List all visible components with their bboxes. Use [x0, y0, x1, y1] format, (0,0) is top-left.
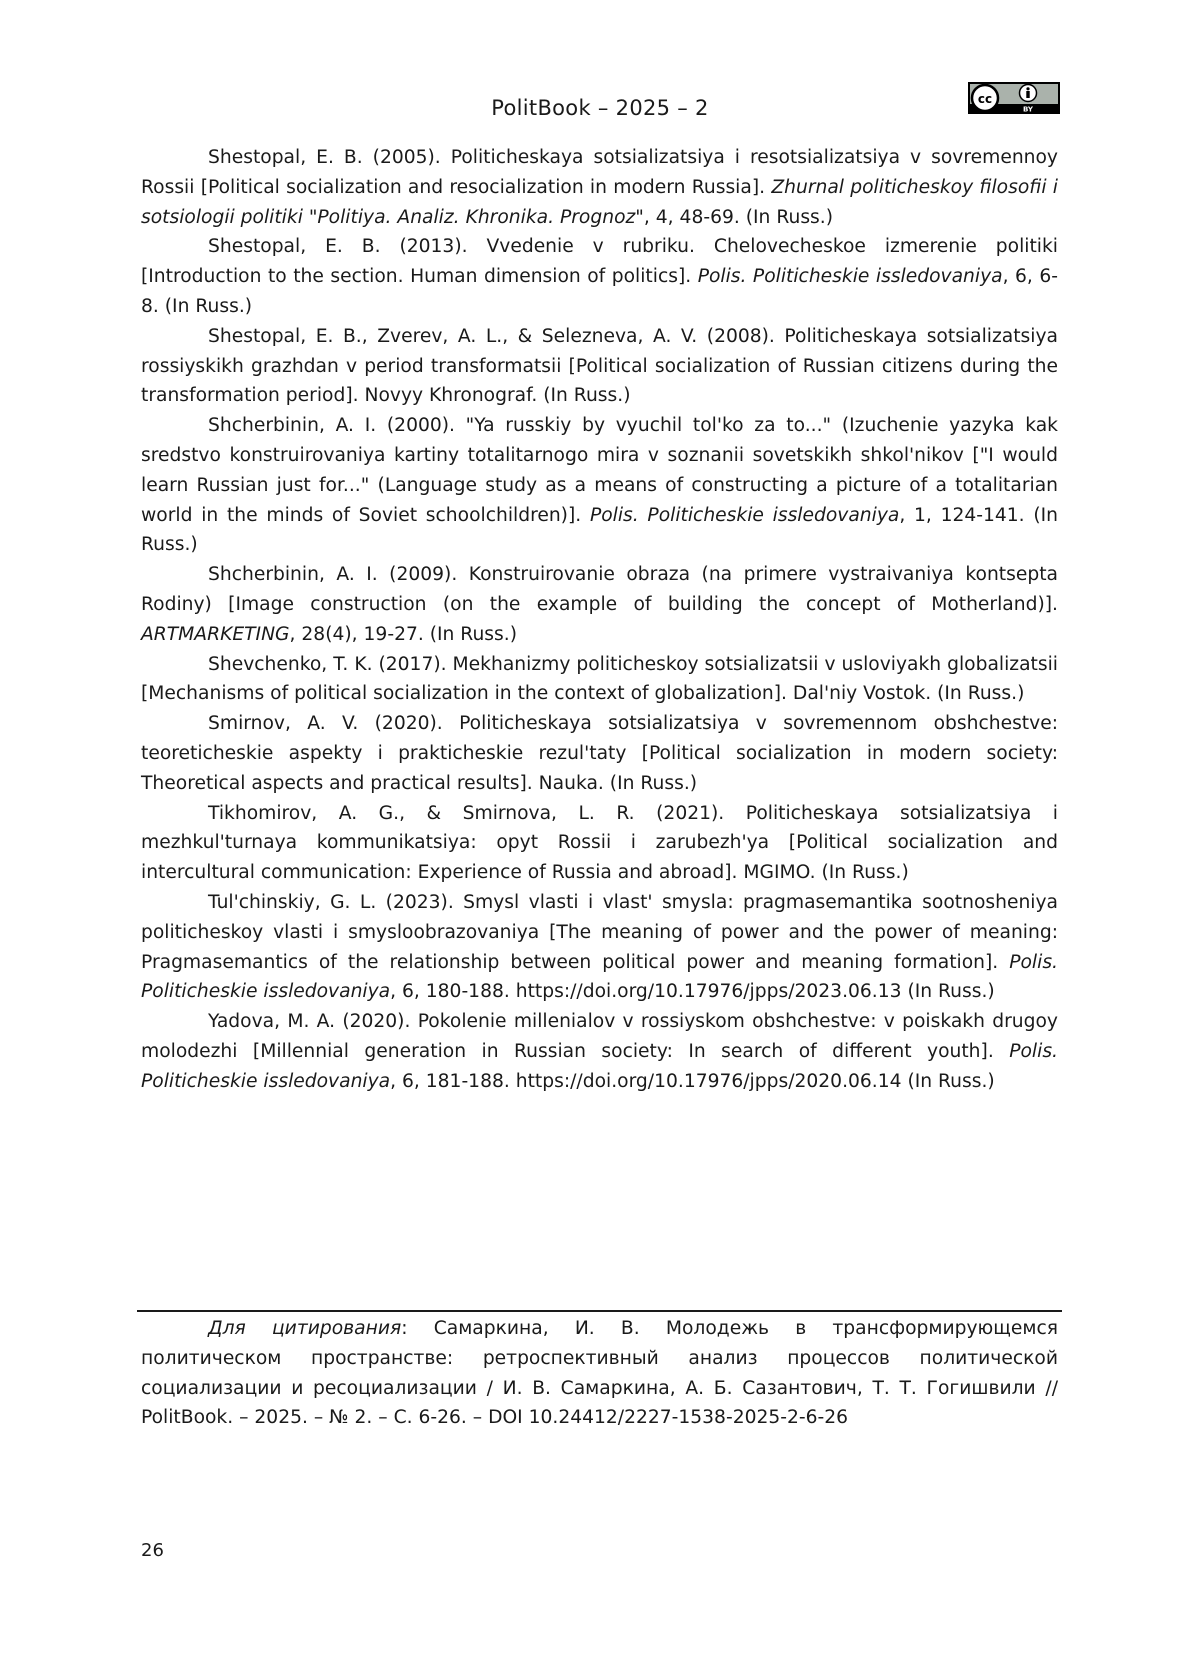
- reference-entry: [141, 1007, 1058, 1096]
- reference-text: Shevchenko, T. K. (2017). Mekhanizmy politicheskoy sotsializatsii v usloviyakh globalizatsii [Mechanisms of political socialization in the context of globalization]. Dal'niy Vostok. (In Russ.): [141, 653, 1058, 705]
- reference-list: [141, 143, 1058, 1097]
- reference-details: , 4, 48-69. (In Russ.): [643, 206, 834, 228]
- reference-details: , 28(4), 19-27. (In Russ.): [289, 623, 518, 645]
- running-header: PolitBook – 2025 – 2: [491, 96, 709, 120]
- citation-label: Для цитирования: [208, 1318, 402, 1339]
- reference-text: Shestopal, E. B. (2005). Politicheskaya sotsializatsiya i resotsializatsiya v sovremennoy Rossii [Political socialization and resocialization in modern Russia].: [141, 147, 1058, 198]
- reference-text: Smirnov, A. V. (2020). Politicheskaya sotsializatsiya v sovremennom obshchestve: teoreticheskie aspekty i prakticheskie rezul'taty [Political socialization in modern society: Theoretical aspects and practical results]. Nauka. (In Russ.): [141, 713, 1058, 794]
- page-number: 26: [141, 1540, 164, 1561]
- cc-icon: [972, 85, 998, 111]
- reference-entry: [141, 143, 1058, 232]
- reference-text: Tul'chinskiy, G. L. (2023). Smysl vlasti i vlast' smysla: pragmasemantika sootnosheniya politicheskoy vlasti i smysloobrazovaniya [The meaning of power and the power of meaning: Pragmasemantics of the relationship between political power and meaning formation].: [141, 891, 1058, 973]
- reference-entry: [141, 322, 1058, 411]
- reference-details: , 6, 181-188. https://doi.org/10.17976/jpps/2020.06.14 (In Russ.): [390, 1070, 995, 1092]
- reference-entry: [141, 888, 1058, 1007]
- reference-source-title: Polis. Politicheskie issledovaniya: [141, 951, 1058, 1003]
- reference-entry: [141, 232, 1058, 321]
- reference-text: Yadova, M. A. (2020). Pokolenie millenialov v rossiyskom obshchestve: v poiskakh drugoy molodezhi [Millennial generation in Russian society: In search of different youth].: [141, 1011, 1058, 1062]
- cc-by-license-badge: [968, 82, 1060, 114]
- citation-divider: [137, 1310, 1062, 1312]
- reference-details: , 6, 180-188. https://doi.org/10.17976/jpps/2023.06.13 (In Russ.): [390, 981, 995, 1003]
- reference-entry: [141, 560, 1058, 649]
- reference-source-title: Polis. Politicheskie issledovaniya: [589, 504, 900, 526]
- reference-entry: [141, 709, 1058, 798]
- by-label: BY: [1022, 105, 1034, 114]
- citation-text: : Самаркина, И. В. Молодежь в трансформирующемся политическом пространстве: ретроспективный анализ процессов политической социализации и ресоциализации / И. В. Самаркина, А. Б. Сазантович, Т. Т. Гогишвили // PolitBook. – 2025. – № 2. – С. 6-26. – DOI 10.24412/2227-1538-2025-2-6-26: [141, 1318, 1058, 1429]
- svg-text:cc: cc: [977, 92, 993, 106]
- by-person-icon: [1020, 85, 1037, 102]
- reference-source-title: ARTMARKETING: [141, 623, 290, 645]
- reference-entry: [141, 650, 1058, 710]
- reference-source-title: Polis. Politicheskie issledovaniya: [697, 266, 1003, 288]
- reference-details: , 1, 124-141. (In Russ.): [141, 504, 1058, 556]
- reference-entry: [141, 799, 1058, 888]
- citation-block: [141, 1314, 1058, 1433]
- reference-text: Shcherbinin, A. I. (2009). Konstruirovanie obraza (na primere vystraivaniya kontsepta Rodiny) [Image construction (on the example of building the concept of Motherland)].: [141, 564, 1058, 615]
- reference-source-title: Polis. Politicheskie issledovaniya: [141, 1040, 1058, 1092]
- reference-entry: [141, 411, 1058, 560]
- reference-details: , 6, 6-8. (In Russ.): [141, 266, 1058, 317]
- reference-text: Shestopal, E. B., Zverev, A. L., & Selezneva, A. V. (2008). Politicheskaya sotsializatsiya rossiyskikh grazhdan v period transformatsii [Political socialization of Russian citizens during the transformation period]. Novyy Khronograf. (In Russ.): [141, 325, 1058, 407]
- reference-text: Tikhomirov, A. G., & Smirnova, L. R. (2021). Politicheskaya sotsializatsiya i mezhkul'turnaya kommunikatsiya: opyt Rossii i zarubezh'ya [Political socialization and intercultural communication: Experience of Russia and abroad]. MGIMO. (In Russ.): [141, 802, 1058, 884]
- reference-text: Shestopal, E. B. (2013). Vvedenie v rubriku. Chelovecheskoe izmerenie politiki [Introduction to the section. Human dimension of politics].: [141, 236, 1058, 288]
- reference-text: Shcherbinin, A. I. (2000). "Ya russkiy by vyuchil tol'ko za to..." (Izuchenie yazyka kak sredstvo konstruirovaniya kartiny totalitarnogo mira v soznanii sovetskikh shkol'nikov ["I would learn Russian just for..." (Language study as a means of constructing a picture of a totalitarian world in the minds of Soviet schoolchildren)].: [141, 415, 1058, 526]
- reference-source-title: Zhurnal politicheskoy filosofii i sotsiologii politiki "Politiya. Analiz. Khronika. Prognoz": [141, 176, 1058, 228]
